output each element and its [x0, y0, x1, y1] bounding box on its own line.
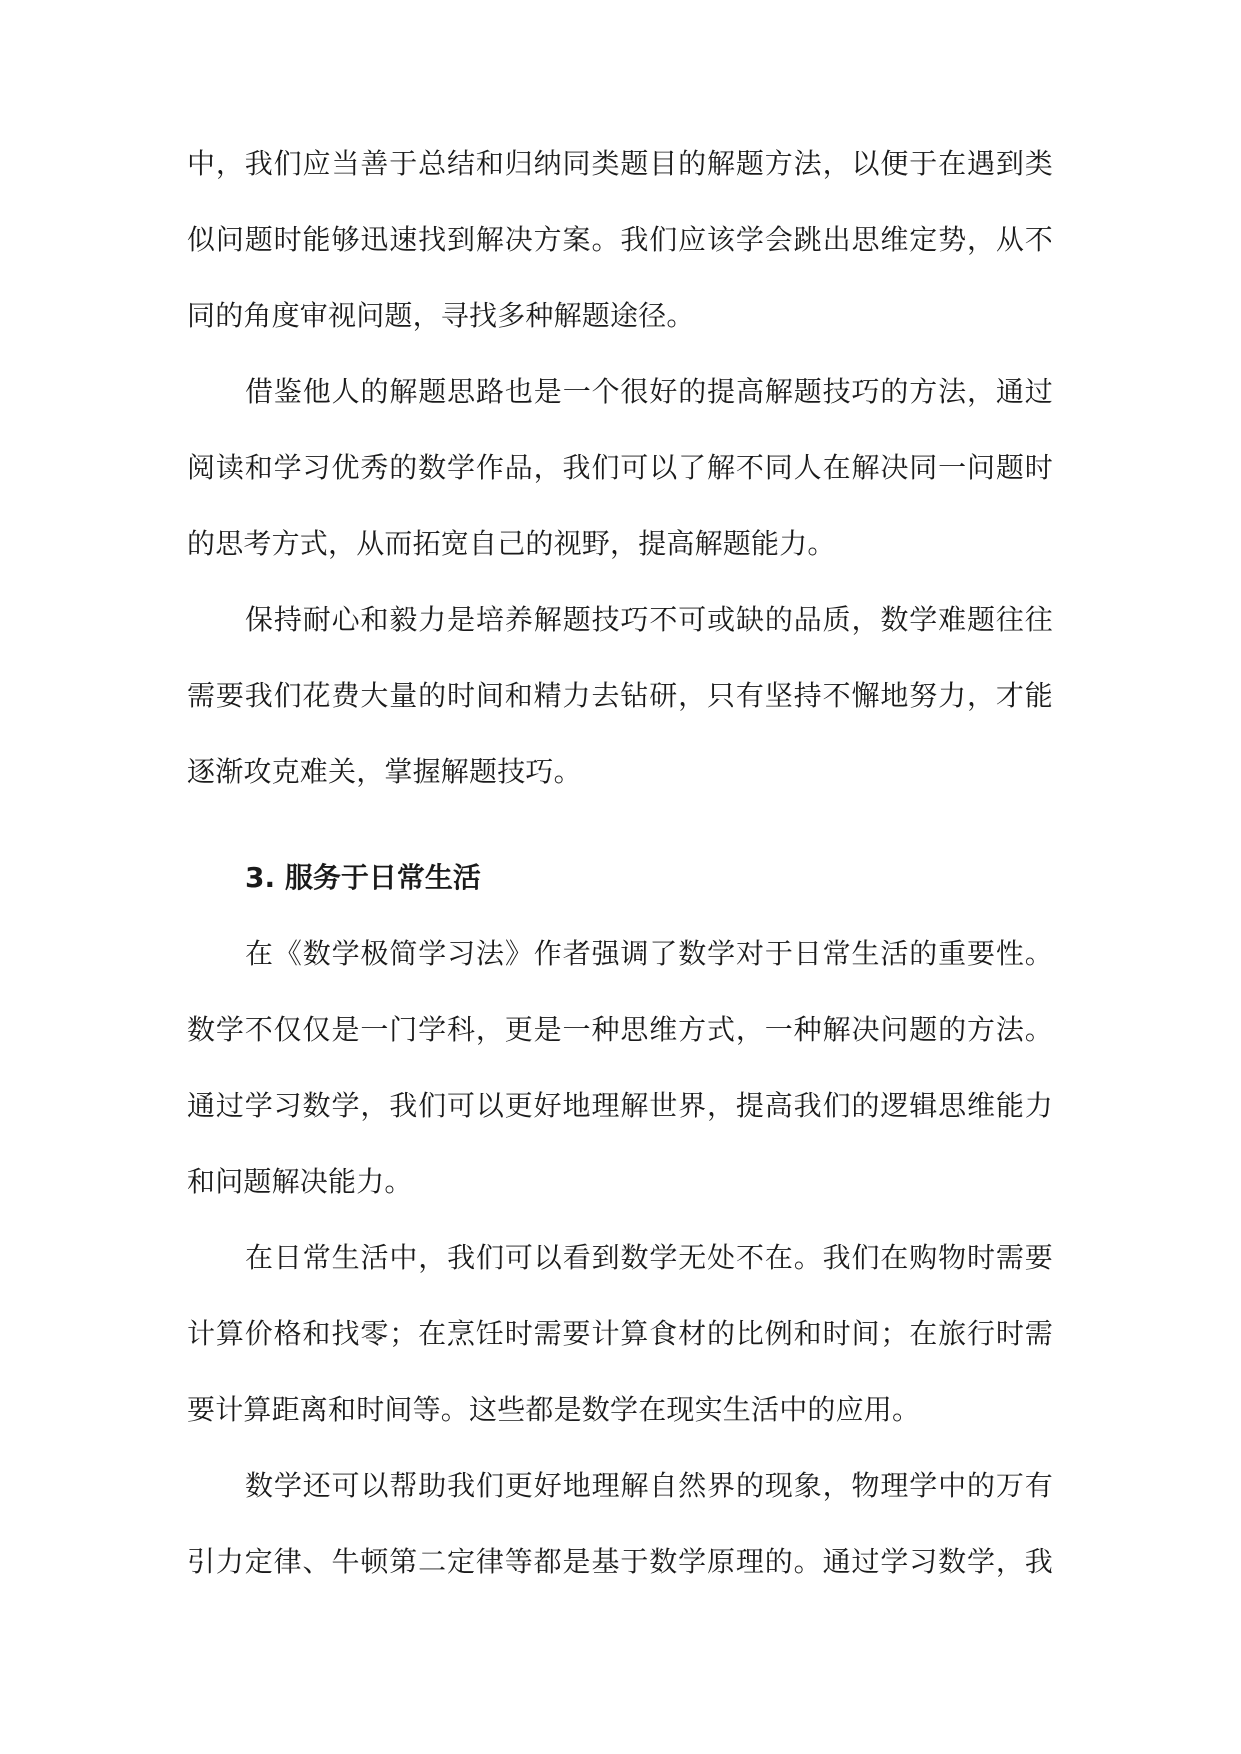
text-line: 要计算距离和时间等。这些都是数学在现实生活中的应用。 — [187, 1393, 921, 1426]
text-line: 阅读和学习优秀的数学作品，我们可以了解不同人在解决同一问题时 — [187, 451, 1053, 484]
section-heading: 3. 服务于日常生活 — [245, 861, 481, 894]
text-line: 中，我们应当善于总结和归纳同类题目的解题方法，以便于在遇到类 — [187, 147, 1053, 180]
paragraph — [187, 126, 1053, 354]
text-line: 保持耐心和毅力是培养解题技巧不可或缺的品质，数学难题往往 — [245, 603, 1053, 636]
text-line: 通过学习数学，我们可以更好地理解世界，提高我们的逻辑思维能力 — [187, 1089, 1053, 1122]
text-line: 在日常生活中，我们可以看到数学无处不在。我们在购物时需要 — [245, 1241, 1053, 1274]
text-line: 在《数学极简学习法》作者强调了数学对于日常生活的重要性。 — [245, 937, 1053, 970]
text-line: 似问题时能够迅速找到解决方案。我们应该学会跳出思维定势，从不 — [187, 223, 1053, 256]
text-line: 逐渐攻克难关，掌握解题技巧。 — [187, 755, 582, 788]
text-line: 引力定律、牛顿第二定律等都是基于数学原理的。通过学习数学，我 — [187, 1545, 1053, 1578]
text-line: 数学不仅仅是一门学科，更是一种思维方式，一种解决问题的方法。 — [187, 1013, 1053, 1046]
document-page — [187, 126, 1053, 1600]
text-line: 数学还可以帮助我们更好地理解自然界的现象，物理学中的万有 — [245, 1469, 1053, 1502]
paragraph — [187, 354, 1053, 582]
text-line: 需要我们花费大量的时间和精力去钻研，只有坚持不懈地努力，才能 — [187, 679, 1053, 712]
paragraph — [187, 1448, 1053, 1600]
paragraph — [187, 916, 1053, 1220]
text-line: 计算价格和找零；在烹饪时需要计算食材的比例和时间；在旅行时需 — [187, 1317, 1053, 1350]
text-line: 的思考方式，从而拓宽自己的视野，提高解题能力。 — [187, 527, 836, 560]
paragraph — [187, 1220, 1053, 1448]
text-line: 同的角度审视问题，寻找多种解题途径。 — [187, 299, 695, 332]
text-line: 借鉴他人的解题思路也是一个很好的提高解题技巧的方法，通过 — [245, 375, 1053, 408]
section-spacer — [187, 810, 1053, 840]
text-line: 和问题解决能力。 — [187, 1165, 413, 1198]
paragraph — [187, 582, 1053, 810]
